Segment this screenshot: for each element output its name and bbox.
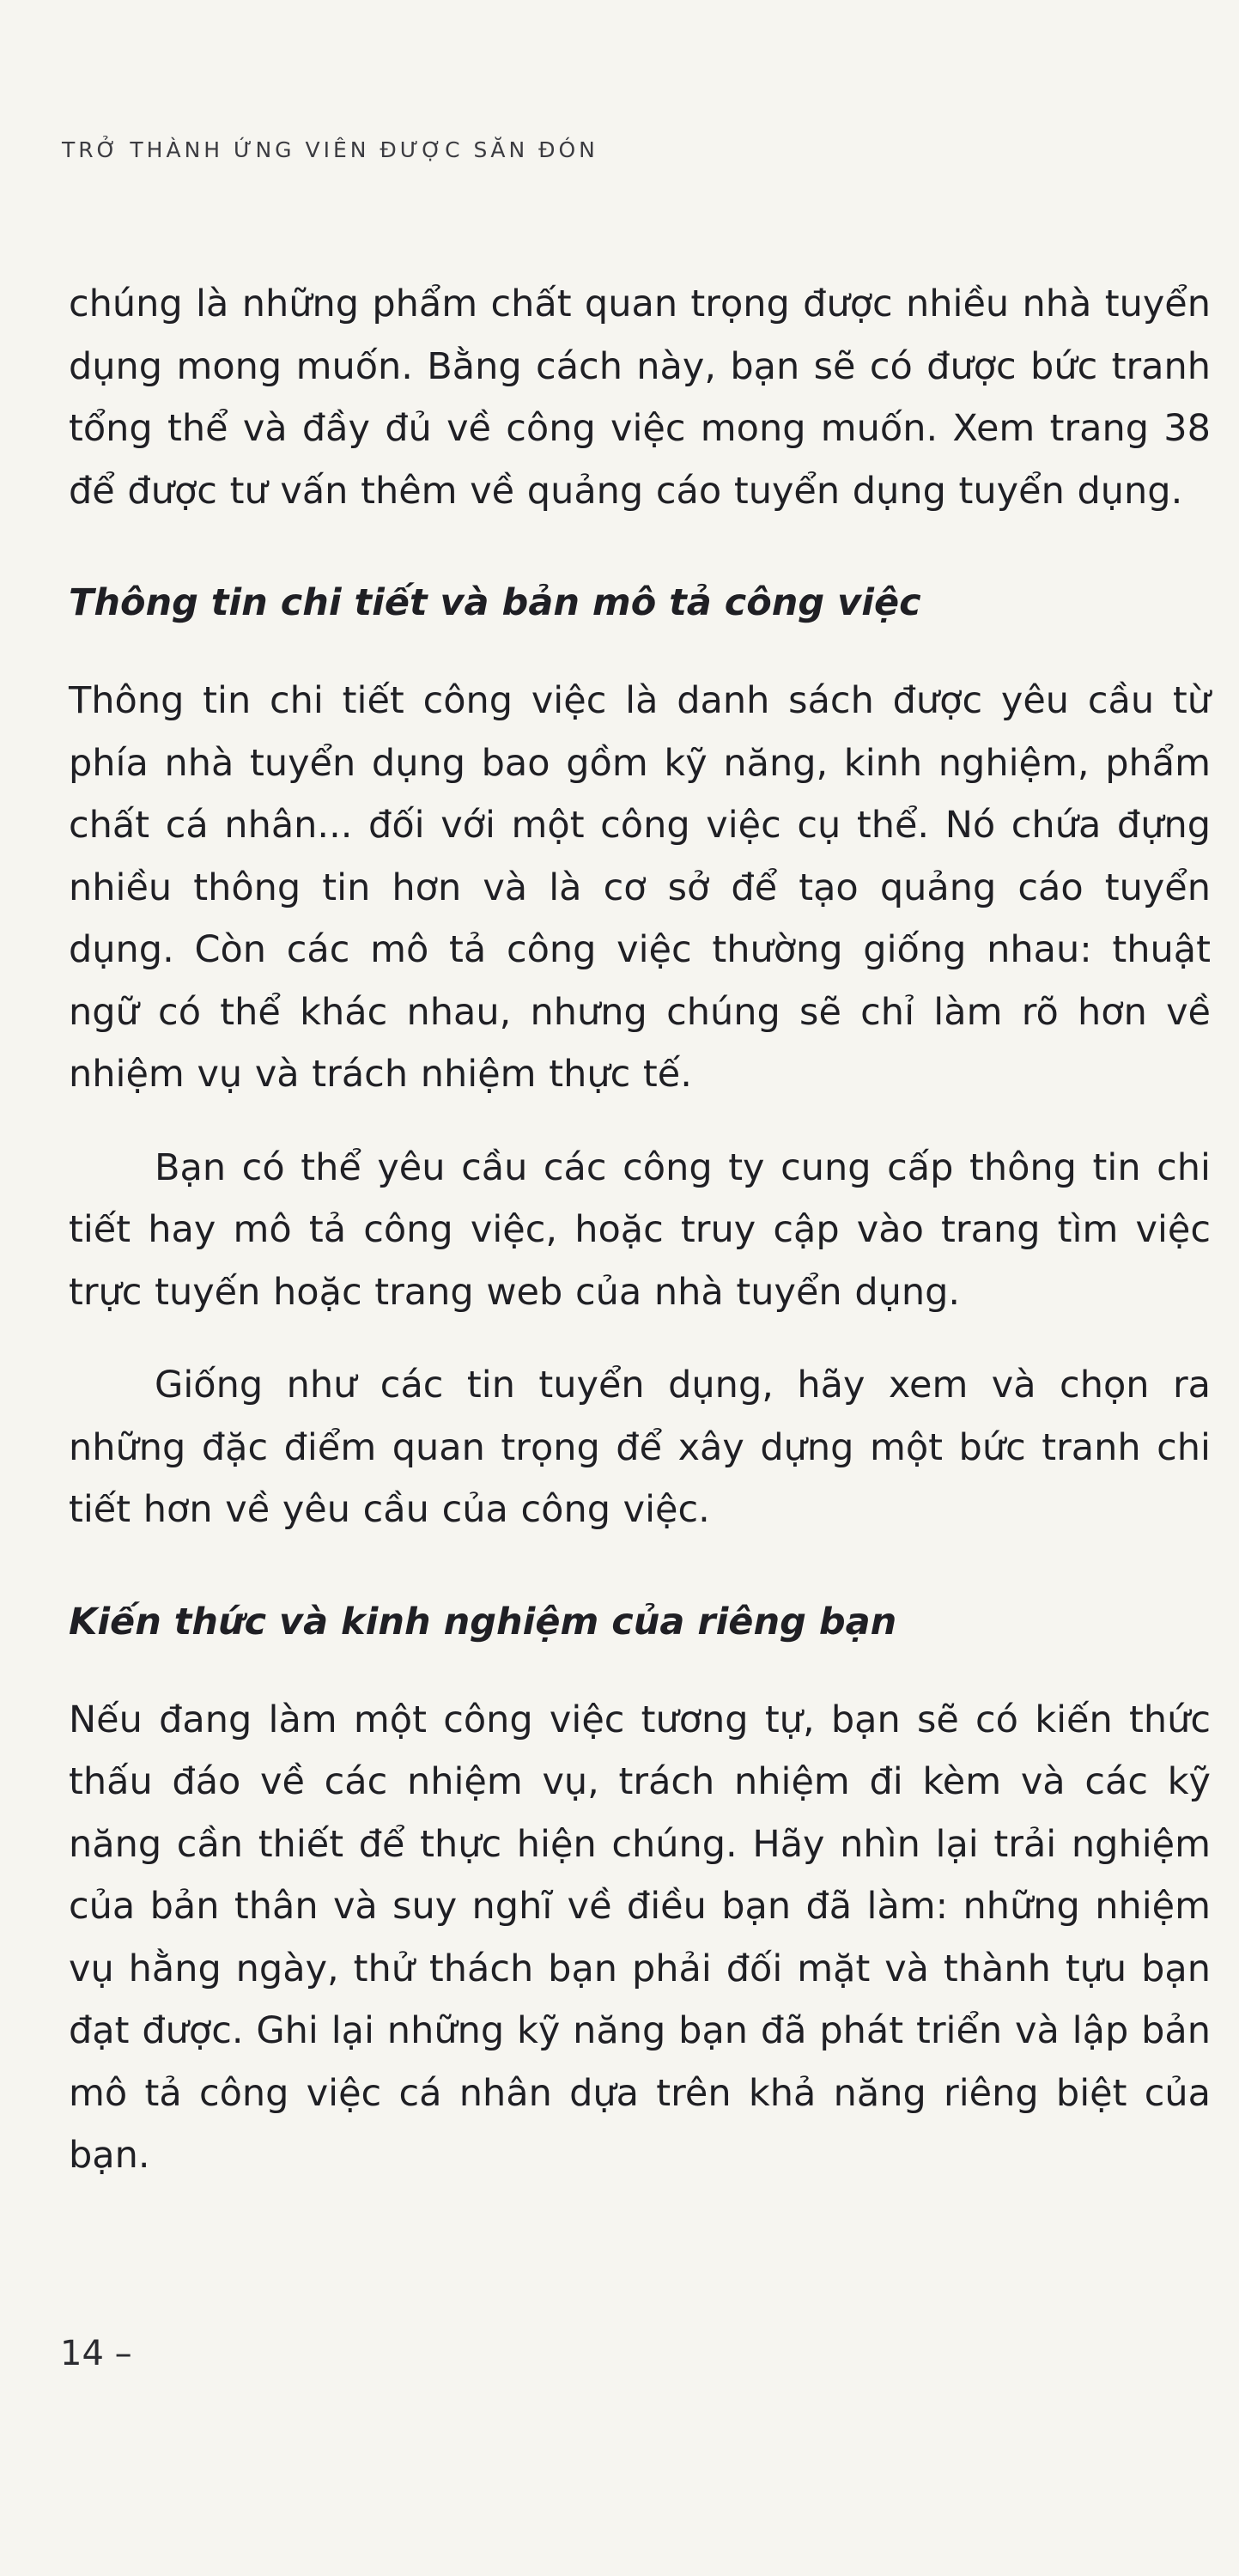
page-body (69, 273, 1211, 2187)
section-heading-own-experience: Kiến thức và kinh nghiệm của riêng bạn (69, 1600, 897, 1643)
body-paragraph: Nếu đang làm một công việc tương tự, bạn sẽ có kiến thức thấu đáo về các nhiệm vụ, trách nhiệm đi kèm và các kỹ năng cần thiết để thực hiện chúng. Hãy nhìn lại trải nghiệm của bản thân và suy nghĩ về điều bạn đã làm: những nhiệm vụ hằng ngày, thử thách bạn phải đối mặt và thành tựu bạn đạt được. Ghi lại những kỹ năng bạn đã phát triển và lập bản mô tả công việc cá nhân dựa trên khả năng riêng biệt của bạn. (69, 1698, 1211, 2177)
body-paragraph: Thông tin chi tiết công việc là danh sách được yêu cầu từ phía nhà tuyển dụng bao gồm kỹ năng, kinh nghiệm, phẩm chất cá nhân... đối với một công việc cụ thể. Nó chứa đựng nhiều thông tin hơn và là cơ sở để tạo quảng cáo tuyển dụng. Còn các mô tả công việc thường giống nhau: thuật ngữ có thể khác nhau, nhưng chúng sẽ chỉ làm rõ hơn về nhiệm vụ và trách nhiệm thực tế. (69, 679, 1211, 1096)
section-heading-job-details: Thông tin chi tiết và bản mô tả công việc (69, 581, 921, 624)
page-number: 14 – (60, 2334, 132, 2373)
body-paragraph: Giống như các tin tuyển dụng, hãy xem và chọn ra những đặc điểm quan trọng để xây dựng một bức tranh chi tiết hơn về yêu cầu của công việc. (69, 1364, 1211, 1531)
intro-paragraph: chúng là những phẩm chất quan trọng được nhiều nhà tuyển dụng mong muốn. Bằng cách này, bạn sẽ có được bức tranh tổng thể và đầy đủ về công việc mong muốn. Xem trang 38 để được tư vấn thêm về quảng cáo tuyển dụng tuyển dụng. (69, 283, 1211, 513)
body-paragraph: Bạn có thể yêu cầu các công ty cung cấp thông tin chi tiết hay mô tả công việc, hoặc truy cập vào trang tìm việc trực tuyến hoặc trang web của nhà tuyển dụng. (69, 1145, 1211, 1314)
running-header: TRỞ THÀNH ỨNG VIÊN ĐƯỢC SĂN ĐÓN (62, 137, 598, 162)
